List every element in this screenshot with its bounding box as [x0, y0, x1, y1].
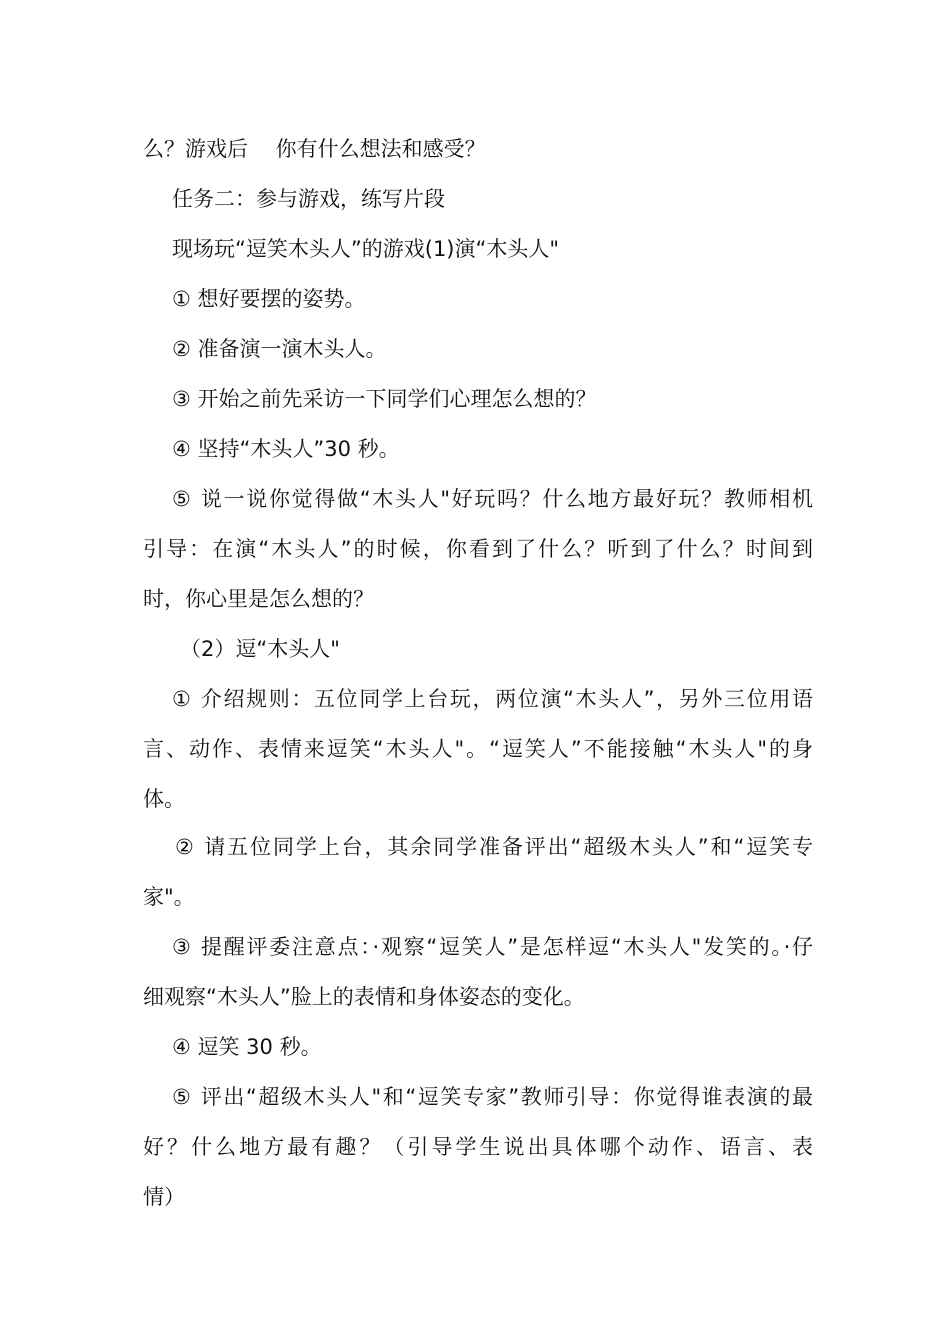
text-line: 时，你心里是怎么想的？ — [143, 587, 374, 611]
text-line: 细观察“木头人”脸上的表情和身体姿态的变化。 — [143, 985, 585, 1009]
task-heading: 任务二：参与游戏，练写片段 — [172, 187, 445, 211]
list-item: ① 想好要摆的姿势。 — [172, 287, 366, 311]
text-line: 么？游戏后 你有什么想法和感受？ — [143, 137, 486, 161]
list-item: ③ 提醒评委注意点：·观察“逗笑人”是怎样逗“木头人"发笑的。·仔 — [172, 935, 813, 959]
list-item: ① 介绍规则：五位同学上台玩，两位演“木头人”，另外三位用语 — [172, 687, 813, 711]
section-heading: （2）逗“木头人" — [180, 637, 340, 661]
list-item: ③ 开始之前先采访一下同学们心理怎么想的？ — [172, 387, 597, 411]
text-line: 好？什么地方最有趣？（引导学生说出具体哪个动作、语言、表 — [143, 1135, 813, 1159]
text-line: 言、动作、表情来逗笑“木头人"。“逗笑人”不能接触“木头人"的身 — [143, 737, 813, 761]
list-item: ⑤ 评出“超级木头人"和“逗笑专家”教师引导：你觉得谁表演的最 — [172, 1085, 813, 1109]
list-item: ④ 坚持“木头人”30 秒。 — [172, 437, 400, 461]
text-line: 体。 — [143, 787, 185, 811]
text-line: 家"。 — [143, 885, 195, 909]
list-item: ④ 逗笑 30 秒。 — [172, 1035, 322, 1059]
list-item: ② 准备演一演木头人。 — [172, 337, 387, 361]
text-line: 引导：在演“木头人”的时候，你看到了什么？听到了什么？时间到 — [143, 537, 813, 561]
list-item: ② 请五位同学上台，其余同学准备评出“超级木头人”和“逗笑专 — [175, 835, 813, 859]
text-line: 现场玩“逗笑木头人”的游戏(1)演“木头人" — [172, 237, 560, 261]
text-line: 情） — [143, 1185, 185, 1209]
list-item: ⑤ 说一说你觉得做“木头人"好玩吗？什么地方最好玩？教师相机 — [172, 487, 813, 511]
